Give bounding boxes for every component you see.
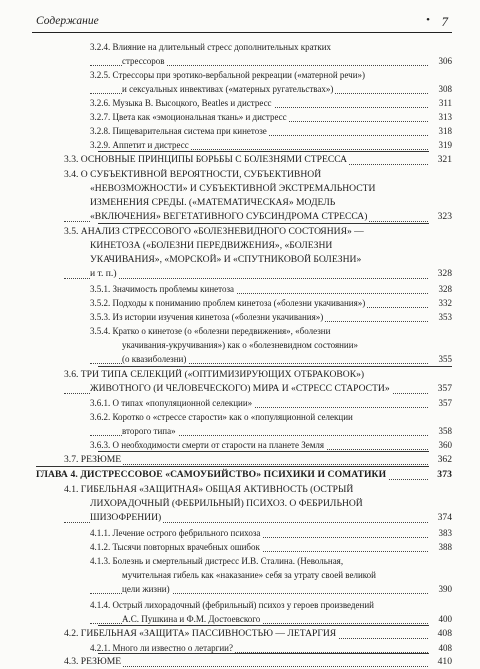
- toc-entry-number: 3.6.2.: [90, 412, 113, 422]
- toc-entry-number: 3.2.5.: [90, 70, 113, 80]
- toc-entry-number: 4.2.1.: [90, 643, 113, 653]
- toc-entry-number: 3.6.: [64, 369, 81, 380]
- toc-entry-number: 3.5.2.: [90, 298, 113, 308]
- toc-entry[interactable]: [64, 368, 452, 396]
- toc-entry-title: ЖИВОТНОГО (И ЧЕЛОВЕЧЕСКОГО) МИРА И «СТРЕСС СТАРОСТИ»: [90, 383, 390, 394]
- toc-entry-line: [64, 196, 452, 210]
- toc-entry[interactable]: [64, 483, 452, 525]
- toc-entry-line: [64, 382, 452, 396]
- toc-entry-line: [90, 54, 452, 68]
- toc-entry[interactable]: [64, 153, 452, 167]
- toc-entry-title: Стрессоры при эротико-вербальной рекреации («матерной речи»): [112, 70, 366, 80]
- toc-entry-line: [64, 483, 452, 497]
- toc-entry-title: Подходы к пониманию проблем кинетоза («болезни укачивания»): [112, 298, 366, 308]
- toc-entry[interactable]: [64, 168, 452, 224]
- toc-page-number: 408: [429, 641, 452, 655]
- toc-entry-number: 3.2.7.: [90, 112, 113, 122]
- toc-entry-title: цели жизни): [122, 584, 170, 594]
- toc-entry[interactable]: [90, 296, 452, 310]
- toc-entry-title: (о квазиболезни): [122, 354, 187, 364]
- toc-entry-title: Музыка В. Высоцкого, Beatles и дистресс: [112, 98, 272, 108]
- toc-entry-number: 3.6.3.: [90, 440, 113, 450]
- toc-entry[interactable]: [90, 540, 452, 554]
- toc-entry[interactable]: [90, 96, 452, 110]
- toc-page-number: 374: [429, 511, 452, 525]
- toc-entry-title: ГИБЕЛЬНАЯ «ЗАЩИТНАЯ» ОБЩАЯ АКТИВНОСТЬ (ОСТРЫЙ: [80, 484, 354, 495]
- section-divider: [98, 366, 452, 367]
- toc-entry-line: [90, 68, 452, 82]
- toc-entry[interactable]: [90, 598, 452, 626]
- toc-page-number: 313: [429, 110, 452, 124]
- toc-entry-title: Лечение острого фебрильного психоза: [112, 528, 261, 538]
- toc-entry-line: [64, 627, 452, 641]
- toc-entry[interactable]: [90, 554, 452, 596]
- toc-entry-line: [64, 153, 452, 167]
- toc-entry-number: 3.5.1.: [90, 284, 113, 294]
- toc-entry-line: [90, 554, 452, 568]
- header-bullet: •: [426, 14, 430, 26]
- toc-entry-title: стрессоров: [122, 56, 165, 66]
- toc-entry-number: 3.2.4.: [90, 42, 113, 52]
- toc-entry[interactable]: [90, 438, 452, 452]
- toc-page-number: 408: [429, 627, 452, 641]
- toc-entry[interactable]: [90, 138, 452, 152]
- toc-page-number: 319: [429, 138, 452, 152]
- toc-entry[interactable]: [90, 110, 452, 124]
- toc-entry[interactable]: [64, 655, 452, 669]
- toc-entry[interactable]: [90, 526, 452, 540]
- toc-entry-number: 3.2.8.: [90, 126, 113, 136]
- toc-entry-number: 3.2.9.: [90, 140, 113, 150]
- toc-entry-line: [90, 324, 452, 338]
- toc-entry[interactable]: [64, 627, 452, 641]
- toc-entry-line: [90, 282, 452, 296]
- toc-entry[interactable]: [64, 225, 452, 281]
- toc-page-number: 318: [429, 124, 452, 138]
- toc-entry-number: 3.4.: [64, 169, 81, 180]
- toc-page-number: 390: [429, 582, 452, 596]
- toc-entry-line: [90, 540, 452, 554]
- toc-entry-title: ТРИ ТИПА СЕЛЕКЦИЙ («ОПТИМИЗИРУЮЩИХ ОТБРАКОВОК»): [80, 369, 365, 380]
- toc-entry-number: 4.2.: [64, 628, 81, 639]
- toc-entry-line: [90, 396, 452, 410]
- toc-entry-title: мучительная гибель как «наказание» себя за утрату своей великой: [122, 570, 376, 580]
- toc-entry-line: [90, 582, 452, 596]
- toc-entry-line: [90, 40, 452, 54]
- toc-entry-number: 3.5.3.: [90, 312, 113, 322]
- toc-entry-title: АНАЛИЗ СТРЕССОВОГО «БОЛЕЗНЕВИДНОГО СОСТОЯНИЯ» —: [80, 226, 364, 237]
- toc-entry-title: ИЗМЕНЕНИЯ СРЕДЫ. («МАТЕМАТИЧЕСКАЯ» МОДЕЛЬ: [90, 197, 336, 208]
- toc-entry-line: [90, 124, 452, 138]
- header-title: Содержание: [36, 15, 99, 27]
- running-header: [32, 14, 452, 33]
- toc-entry-title: Значимость проблемы кинетоза: [112, 284, 235, 294]
- toc-entry-line: [90, 110, 452, 124]
- toc-page-number: 321: [429, 153, 452, 167]
- toc-entry-number: 3.6.1.: [90, 398, 113, 408]
- toc-page-number: 383: [429, 526, 452, 540]
- toc-entry-number: 4.3.: [64, 656, 81, 667]
- toc-entry-title: «ВКЛЮЧЕНИЯ» ВЕГЕТАТИВНОГО СУБСИНДРОМА СТРЕССА): [90, 211, 368, 222]
- toc-entry-number: 3.5.: [64, 226, 81, 237]
- toc-entry-line: [64, 655, 452, 669]
- toc-entry-title: Много ли известно о летаргии?: [112, 643, 233, 653]
- toc-entry-line: [90, 82, 452, 96]
- toc-entry[interactable]: [90, 310, 452, 324]
- toc-entry-line: [90, 338, 452, 352]
- toc-entry-line: [90, 96, 452, 110]
- toc-entry-line: [64, 267, 452, 281]
- toc-entry-title: ЛИХОРАДОЧНЫЙ (ФЕБРИЛЬНЫЙ) ПСИХОЗ. О ФЕБРИЛЬНОЙ: [90, 498, 363, 509]
- toc-page-number: 308: [429, 82, 452, 96]
- toc-entry-number: 3.3.: [64, 154, 81, 165]
- toc-page-number: 373: [429, 468, 452, 482]
- toc-entry-number: 4.1.2.: [90, 542, 113, 552]
- toc-page-number: 306: [429, 54, 452, 68]
- toc-page-number: 357: [429, 396, 452, 410]
- toc-entry-title: и т. п.): [90, 268, 117, 279]
- toc-entry-title: О СУБЪЕКТИВНОЙ ВЕРОЯТНОСТИ, СУБЪЕКТИВНОЙ: [80, 169, 322, 180]
- toc-entry-title: Коротко о «стрессе старости» как о «популяционной селекции: [112, 412, 353, 422]
- toc-entry[interactable]: [90, 396, 452, 410]
- toc-entry-title: Тысячи повторных врачебных ошибок: [112, 542, 260, 552]
- toc-entry-number: ГЛАВА 4.: [36, 469, 81, 480]
- toc-entry-number: 4.1.3.: [90, 556, 113, 566]
- toc-page-number: 328: [429, 267, 452, 281]
- toc-entry-line: [90, 641, 452, 655]
- toc-entry-line: [64, 225, 452, 239]
- toc-entry[interactable]: [36, 468, 452, 482]
- toc-entry-title: «НЕВОЗМОЖНОСТИ» И СУБЪЕКТИВНОЙ ЭКСТРЕМАЛЬНОСТИ: [90, 183, 376, 194]
- toc-entry-line: [36, 468, 452, 482]
- toc-page-number: 355: [429, 352, 452, 366]
- toc-entry-title: и сексуальных инвективах («матерных ругательствах»): [122, 84, 334, 94]
- toc-entry-line: [64, 210, 452, 224]
- toc-entry[interactable]: [64, 453, 452, 467]
- toc-page-number: 410: [429, 655, 452, 669]
- toc-entry-title: ШИЗОФРЕНИИ): [90, 512, 162, 523]
- toc-page-number: 357: [429, 382, 452, 396]
- toc-entry-line: [90, 310, 452, 324]
- toc-entry[interactable]: [90, 124, 452, 138]
- toc-entry-number: 3.2.6.: [90, 98, 113, 108]
- toc-entry-title: РЕЗЮМЕ: [80, 656, 122, 667]
- toc-entry-line: [90, 410, 452, 424]
- toc-entry[interactable]: [90, 324, 452, 366]
- toc-entry[interactable]: [90, 641, 452, 655]
- toc-page-number: 328: [429, 282, 452, 296]
- toc-entry-title: О типах «популяционной селекции»: [112, 398, 253, 408]
- toc-entry-line: [90, 352, 452, 366]
- toc-entry-title: ГИБЕЛЬНАЯ «ЗАЩИТА» ПАССИВНОСТЬЮ — ЛЕТАРГИЯ: [80, 628, 337, 639]
- toc-entry-title: ДИСТРЕССОВОЕ «САМОУБИЙСТВО» ПСИХИКИ И СОМАТИКИ: [80, 469, 387, 480]
- toc-entry-number: 3.7.: [64, 454, 81, 465]
- toc-entry[interactable]: [90, 68, 452, 96]
- toc-entry-title: А.С. Пушкина и Ф.М. Достоевского: [122, 614, 261, 624]
- toc-page-number: 311: [429, 96, 452, 110]
- toc-page-number: 332: [429, 296, 452, 310]
- toc-entry-line: [64, 497, 452, 511]
- toc-entry-title: Кратко о кинетозе (о «болезни передвижения», «болезни: [112, 326, 331, 336]
- toc-entry-title: второго типа»: [122, 426, 176, 436]
- toc-page-number: 358: [429, 424, 452, 438]
- toc-entry-title: Из истории изучения кинетоза («болезни укачивания»): [112, 312, 324, 322]
- toc-entry-line: [90, 296, 452, 310]
- toc-entry-line: [90, 526, 452, 540]
- toc-entry-line: [64, 368, 452, 382]
- toc-entry-title: Цвета как «эмоциональная ткань» и дистресс: [112, 112, 287, 122]
- toc-page-number: 362: [429, 453, 452, 467]
- toc-entry-title: Влияние на длительный стресс дополнительных кратких: [112, 42, 332, 52]
- toc-page-number: 353: [429, 310, 452, 324]
- toc-entry-title: Острый лихорадочный (фебрильный) психоз у героев произведений: [112, 600, 374, 610]
- toc-entry-line: [64, 511, 452, 525]
- toc-entry-line: [90, 598, 452, 612]
- toc-entry-line: [64, 239, 452, 253]
- toc-entry-line: [90, 424, 452, 438]
- toc-entry-line: [90, 612, 452, 626]
- toc-entry-title: Болезнь и смертельный дистресс И.В. Сталина. (Невольная,: [112, 556, 344, 566]
- toc-page-number: 400: [429, 612, 452, 626]
- toc-entry-number: 4.1.1.: [90, 528, 113, 538]
- toc-entry-line: [90, 138, 452, 152]
- toc-entry-line: [64, 182, 452, 196]
- toc-entry-title: Пищеварительная система при кинетозе: [112, 126, 267, 136]
- toc-entry-title: укачивания-укручивания») как о «болезневидном состоянии»: [122, 340, 359, 350]
- toc-page-number: 360: [429, 438, 452, 452]
- toc-entry-line: [64, 253, 452, 267]
- toc-entry[interactable]: [90, 282, 452, 296]
- toc-entry-line: [90, 568, 452, 582]
- page-number: 7: [441, 14, 448, 29]
- toc-page-number: 323: [429, 210, 452, 224]
- toc-entry-line: [90, 438, 452, 452]
- toc-entry-title: РЕЗЮМЕ: [80, 454, 122, 465]
- toc-entry-number: 4.1.: [64, 484, 81, 495]
- toc-entry[interactable]: [90, 410, 452, 438]
- toc-entry-title: ОСНОВНЫЕ ПРИНЦИПЫ БОРЬБЫ С БОЛЕЗНЯМИ СТРЕССА: [80, 154, 348, 165]
- toc-entry-number: 3.5.4.: [90, 326, 113, 336]
- toc-entry-title: КИНЕТОЗА («БОЛЕЗНИ ПЕРЕДВИЖЕНИЯ», «БОЛЕЗНИ: [90, 240, 333, 251]
- toc-entry-title: Аппетит и дистресс: [112, 140, 189, 150]
- toc-entry-number: 4.1.4.: [90, 600, 113, 610]
- toc-entry-title: О необходимости смерти от старости на планете Земля: [112, 440, 325, 450]
- toc-entry-title: УКАЧИВАНИЯ», «МОРСКОЙ» И «СПУТНИКОВОЙ БОЛЕЗНИ»: [90, 254, 362, 265]
- toc-entry-line: [64, 168, 452, 182]
- toc-entry[interactable]: [90, 40, 452, 68]
- toc-page-number: 388: [429, 540, 452, 554]
- toc-entry-line: [64, 453, 452, 467]
